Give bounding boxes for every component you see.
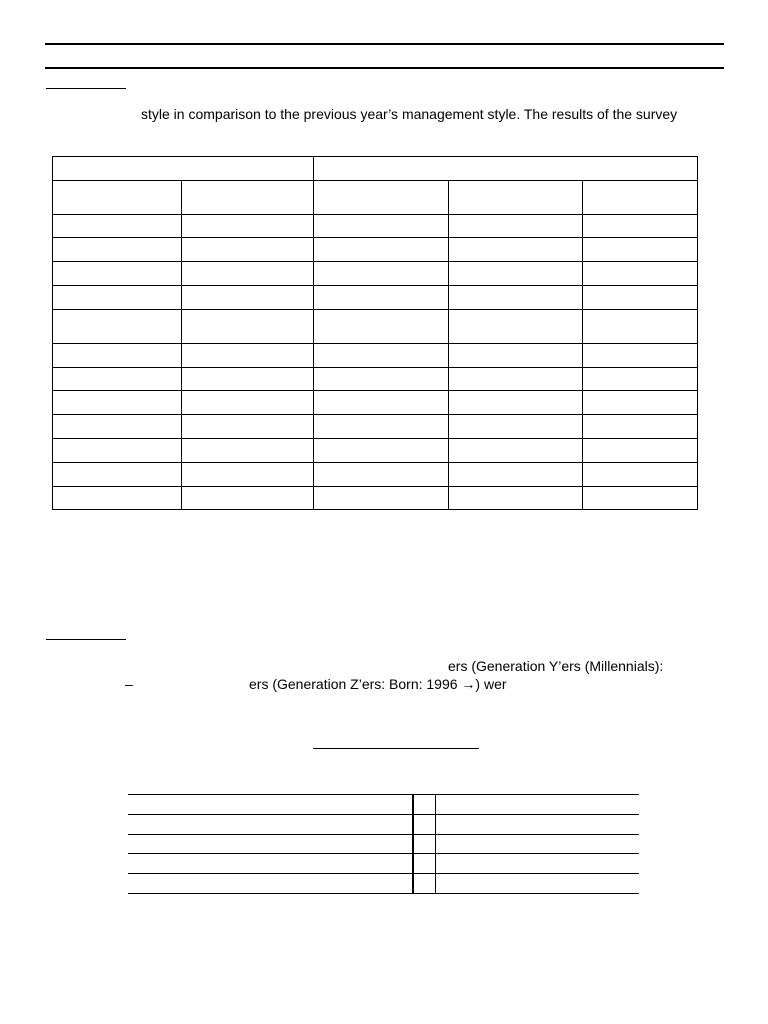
survey-table-cell: [53, 262, 182, 286]
survey-table-cell: [314, 238, 449, 262]
survey-table-cell: [182, 344, 314, 368]
survey-table-cell: [449, 262, 583, 286]
survey-table-cell: [182, 238, 314, 262]
lower-table-rule: [128, 873, 639, 874]
survey-table-cell: [449, 368, 583, 391]
survey-table-cell: [314, 368, 449, 391]
survey-table-cell: [314, 391, 449, 415]
survey-table-cell: [583, 310, 698, 344]
survey-table-cell: [53, 439, 182, 463]
survey-table-cell: [314, 262, 449, 286]
survey-table-cell: [449, 238, 583, 262]
survey-table-cell: [449, 463, 583, 487]
survey-table-cell: [449, 391, 583, 415]
survey-table-cell: [583, 487, 698, 510]
survey-table: [52, 156, 698, 510]
header-rule-top: [45, 43, 724, 45]
survey-table-cell: [583, 286, 698, 310]
survey-table-cell: [314, 215, 449, 238]
survey-table-row: [53, 439, 698, 463]
survey-table-subheader-cell: [583, 181, 698, 215]
survey-table-cell: [314, 439, 449, 463]
survey-table-cell: [314, 415, 449, 439]
survey-table-cell: [583, 368, 698, 391]
survey-table-header-cell: [53, 157, 314, 181]
survey-table-cell: [53, 310, 182, 344]
survey-table-cell: [53, 391, 182, 415]
survey-table-row: [53, 415, 698, 439]
survey-table-cell: [53, 344, 182, 368]
survey-table-cell: [583, 215, 698, 238]
survey-table-cell: [53, 286, 182, 310]
survey-table-subheader-cell: [449, 181, 583, 215]
survey-table-header-row: [53, 157, 698, 181]
survey-table-cell: [314, 310, 449, 344]
survey-table-cell: [314, 286, 449, 310]
survey-table-subheader-cell: [182, 181, 314, 215]
survey-table-row: [53, 286, 698, 310]
section2-line2-fragment: ers (Generation Z’ers: Born: 1996 →) wer: [249, 676, 507, 692]
survey-table-cell: [182, 415, 314, 439]
survey-table-row: [53, 368, 698, 391]
survey-table-cell: [583, 415, 698, 439]
survey-table-cell: [449, 310, 583, 344]
survey-table-cell: [53, 215, 182, 238]
survey-table-cell: [53, 368, 182, 391]
survey-table-cell: [449, 286, 583, 310]
survey-table-cell: [182, 215, 314, 238]
section1-heading-underline: [46, 88, 126, 89]
section2-line1-fragment: ers (Generation Y’ers (Millennials):: [448, 658, 664, 674]
survey-table-cell: [53, 463, 182, 487]
lower-table-rule: [128, 893, 639, 894]
section2-heading-underline: [46, 639, 126, 640]
survey-table-row: [53, 344, 698, 368]
survey-table-row: [53, 463, 698, 487]
survey-table-cell: [182, 439, 314, 463]
centered-title-underline: [313, 748, 479, 749]
survey-table-cell: [449, 344, 583, 368]
survey-table-cell: [53, 238, 182, 262]
survey-table-cell: [182, 262, 314, 286]
lower-table-divider-thin: [435, 794, 436, 894]
survey-table-row: [53, 215, 698, 238]
lower-table-rule: [128, 853, 639, 854]
survey-table-cell: [583, 439, 698, 463]
survey-table-cell: [449, 487, 583, 510]
survey-table-cell: [449, 215, 583, 238]
survey-table-cell: [53, 487, 182, 510]
survey-table-cell: [182, 368, 314, 391]
survey-table-row: [53, 262, 698, 286]
lower-table-rule: [128, 794, 639, 795]
survey-table-cell: [449, 439, 583, 463]
survey-table-subheader-row: [53, 181, 698, 215]
survey-table-row: [53, 310, 698, 344]
survey-table-cell: [314, 463, 449, 487]
survey-table-cell: [314, 344, 449, 368]
survey-table-cell: [449, 415, 583, 439]
survey-table-cell: [182, 391, 314, 415]
survey-table-cell: [583, 238, 698, 262]
lower-table-rule: [128, 814, 639, 815]
survey-table-row: [53, 487, 698, 510]
section2-line2-dash: –: [125, 676, 133, 692]
survey-table-cell: [583, 344, 698, 368]
survey-table-cell: [314, 487, 449, 510]
section1-body-line: style in comparison to the previous year’s management style. The results of the survey: [141, 106, 678, 122]
survey-table-header-cell: [314, 157, 698, 181]
survey-table-cell: [583, 463, 698, 487]
lower-table-rule: [128, 834, 639, 835]
survey-table-cell: [583, 391, 698, 415]
survey-table-cell: [182, 487, 314, 510]
survey-table-subheader-cell: [53, 181, 182, 215]
survey-table-row: [53, 391, 698, 415]
header-rule-bottom: [45, 67, 724, 69]
survey-table-cell: [182, 286, 314, 310]
survey-table-cell: [182, 463, 314, 487]
lower-table: [128, 794, 639, 894]
survey-table-row: [53, 238, 698, 262]
survey-table-cell: [182, 310, 314, 344]
survey-table-subheader-cell: [314, 181, 449, 215]
survey-table-cell: [583, 262, 698, 286]
lower-table-divider-thick: [412, 794, 414, 894]
survey-table-cell: [53, 415, 182, 439]
